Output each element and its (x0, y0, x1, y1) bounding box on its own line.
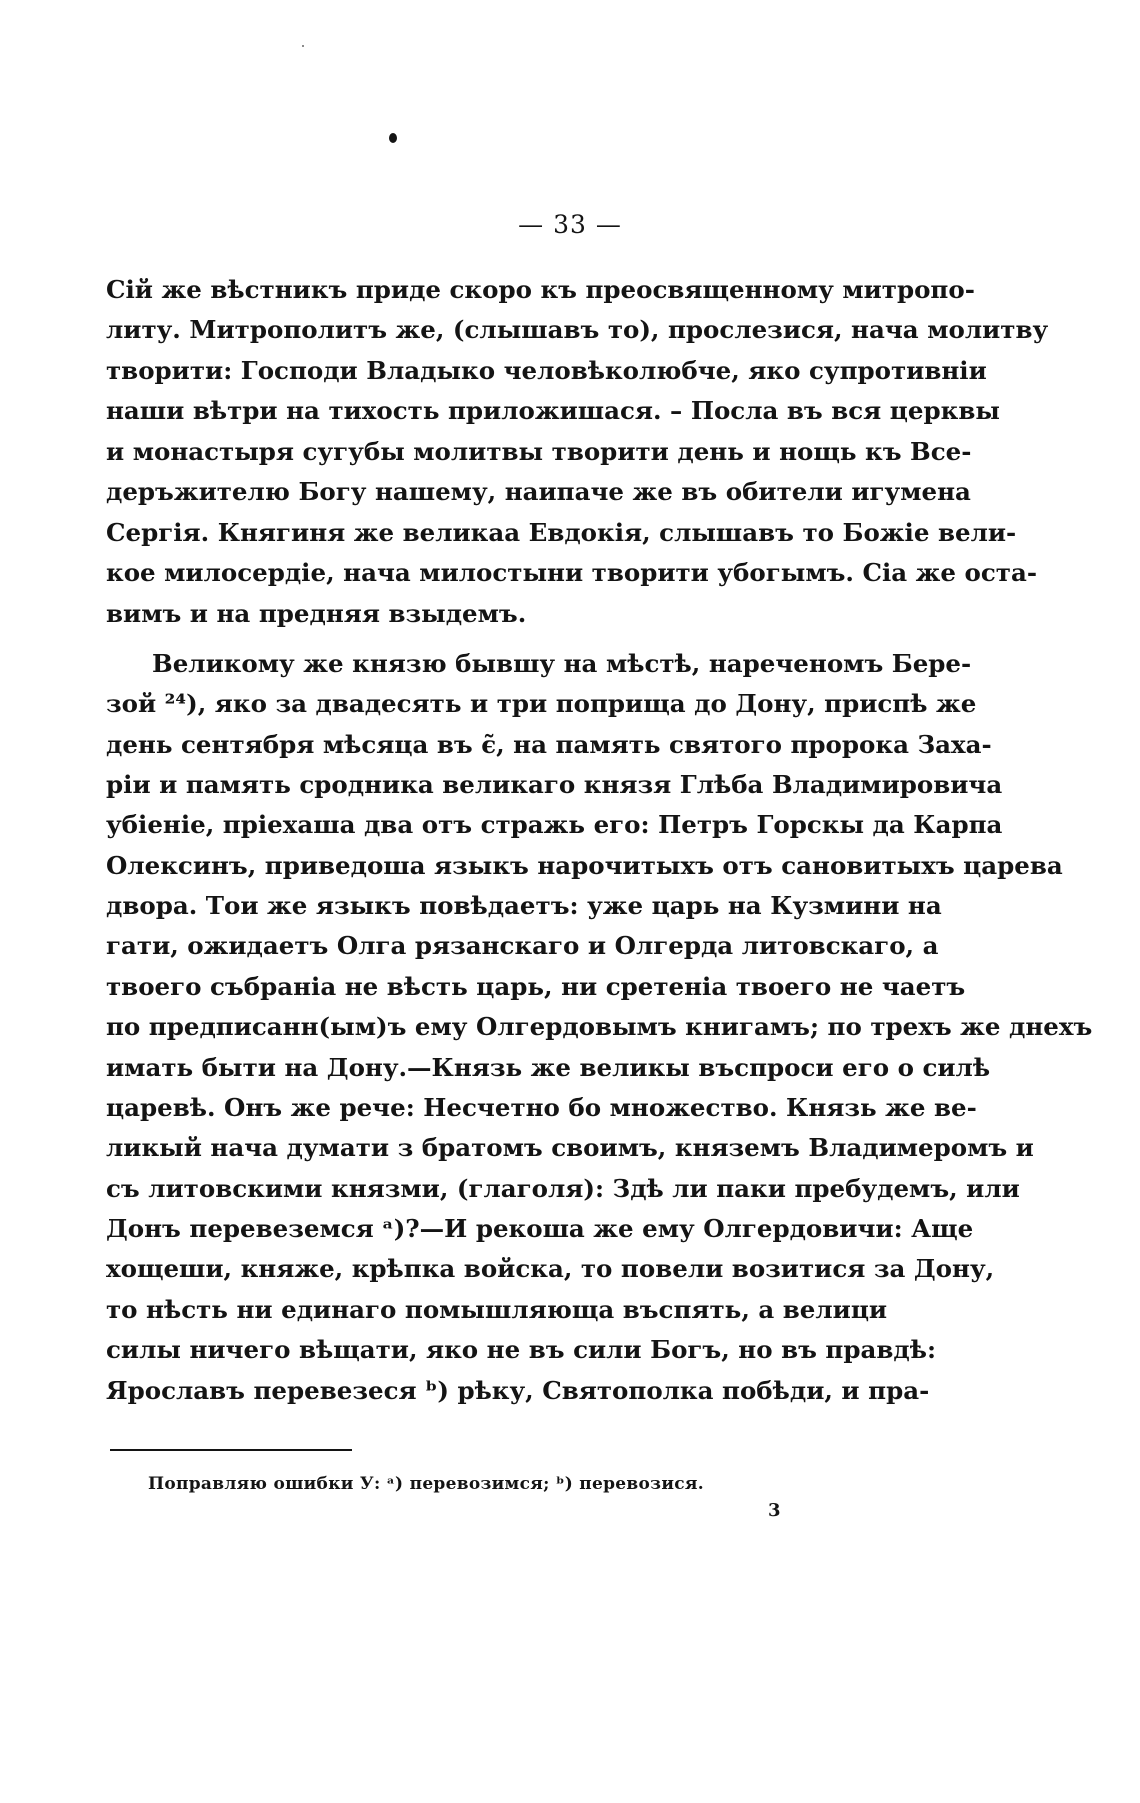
text-line: Великому же князю бывшу на мѣстѣ, нареченомъ Бере- (152, 649, 972, 678)
text-line: Донъ перевеземся ᵃ)?—И рекоша же ему Олгердовичи: Аще (106, 1214, 974, 1243)
text-line: литу. Митрополитъ же, (слышавъ то), прослезися, нача молитву (106, 315, 1049, 344)
text-line: по предписанн(ым)ъ ему Олгердовымъ книгамъ; по трехъ же днехъ (106, 1012, 1093, 1041)
text-line: вимъ и на предняя взыдемъ. (106, 599, 527, 628)
speck-mark (302, 45, 304, 47)
footnote-rule (110, 1449, 352, 1451)
text-line: силы ничего вѣщати, яко не въ сили Богъ, но въ правдѣ: (106, 1335, 936, 1364)
text-line: творити: Господи Владыко человѣколюбче, яко супротивніи (106, 356, 987, 385)
text-line: убіеніе, пріехаша два отъ стражь его: Петръ Горскы да Карпа (106, 810, 1003, 839)
signature-mark: 3 (768, 1500, 781, 1521)
text-line: день сентября мѣсяца въ є̃, на память святого пророка Заха- (106, 730, 992, 759)
text-line: хощеши, княже, крѣпка войска, то повели возитися за Дону, (106, 1254, 995, 1283)
text-line: гати, ожидаетъ Олга рязанскаго и Олгерда литовскаго, а (106, 931, 939, 960)
text-line: твоего събраніа не вѣсть царь, ни сретеніа твоего не чаетъ (106, 972, 966, 1001)
text-line: то нѣсть ни единаго помышляюща въспять, а велици (106, 1295, 888, 1324)
text-line: и монастыря сугубы молитвы творити день и нощь къ Все- (106, 437, 972, 466)
text-line: Ярославъ перевезеся ᵇ) рѣку, Святополка побѣди, и пра- (106, 1376, 930, 1405)
text-line: зой ²⁴), яко за двадесять и три поприща до Дону, приспѣ же (106, 689, 977, 718)
footnote: Поправляю ошибки У: ᵃ) перевозимся; ᵇ) перевозися. (148, 1474, 704, 1494)
text-line: наши вѣтри на тихость приложишася. – Посла въ вся церквы (106, 396, 1000, 425)
text-line: кое милосердіе, нача милостыни творити убогымъ. Сіа же оста- (106, 558, 1037, 587)
text-line: царевѣ. Онъ же рече: Несчетно бо множество. Князь же ве- (106, 1093, 977, 1122)
text-line: Сергія. Княгиня же великаа Евдокія, слышавъ то Божіе вели- (106, 518, 1017, 547)
text-line: двора. Тои же языкъ повѣдаетъ: уже царь на Кузмини на (106, 891, 942, 920)
text-line: ріи и память сродника великаго князя Глѣба Владимировича (106, 770, 1003, 799)
text-line: имать быти на Дону.—Князь же великы въспроси его о силѣ (106, 1053, 991, 1082)
text-line: Олексинъ, приведоша языкъ нарочитыхъ отъ сановитыхъ царева (106, 851, 1063, 880)
text-line: Сій же вѣстникъ приде скоро къ преосвященному митропо- (106, 275, 975, 304)
page-number: — 33 — (518, 210, 622, 239)
text-line: деръжителю Богу нашему, наипаче же въ обители игумена (106, 477, 971, 506)
text-line: ликый нача думати з братомъ своимъ, княземъ Владимеромъ и (106, 1133, 1034, 1162)
ink-dot (389, 133, 397, 143)
text-line: съ литовскими князми, (глаголя): Здѣ ли паки пребудемъ, или (106, 1174, 1020, 1203)
